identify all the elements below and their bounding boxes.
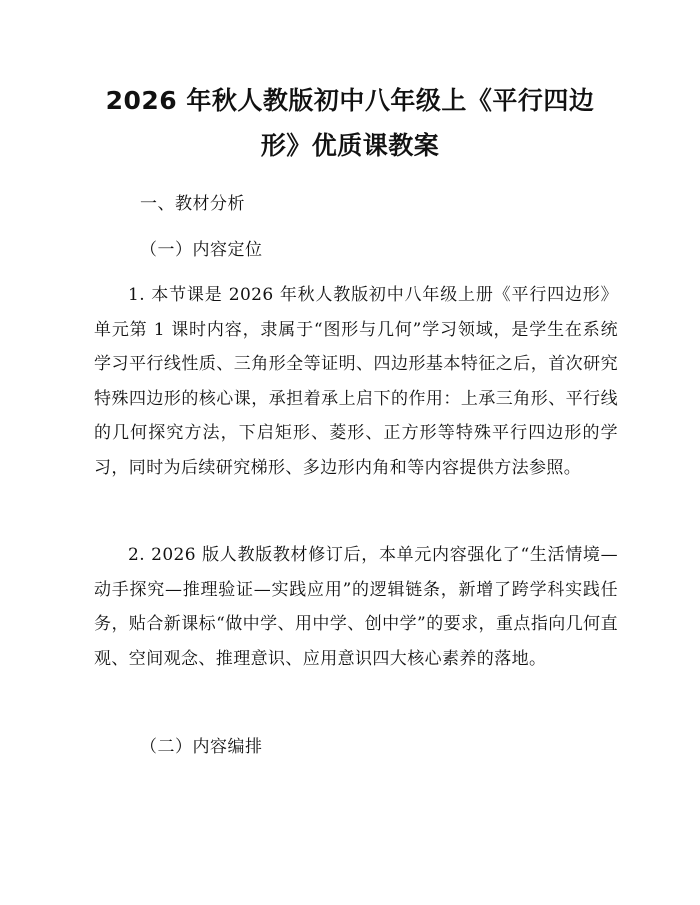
subsection-heading-content-arrangement: （二）内容编排 [140,737,263,757]
paragraph-2: 2. 2026 版人教版教材修订后，本单元内容强化了“生活情境—动手探究—推理验证—实践应用”的逻辑链条，新增了跨学科实践任务，贴合新课标“做中学、用中学、创中学”的要求，重点指向几何直观、空间观念、推理意识、应用意识四大核心素养的落地。 [94,545,618,669]
section-heading-textbook-analysis: 一、教材分析 [140,194,245,214]
subsection-heading-content-positioning: （一）内容定位 [140,240,263,260]
document-title-line-1: 2026 年秋人教版初中八年级上《平行四边 [105,86,595,115]
paragraph-1: 1. 本节课是 2026 年秋人教版初中八年级上册《平行四边形》单元第 1 课时内容，隶属于“图形与几何”学习领域，是学生在系统学习平行线性质、三角形全等证明、四边形基本特征之后，首次研究特殊四边形的核心课，承担着承上启下的作用：上承三角形、平行线的几何探究方法，下启矩形、菱形、正方形等特殊平行四边形的学习，同时为后续研究梯形、多边形内角和等内容提供方法参照。 [94,285,618,478]
document-title-line-2: 形》优质课教案 [260,131,440,160]
